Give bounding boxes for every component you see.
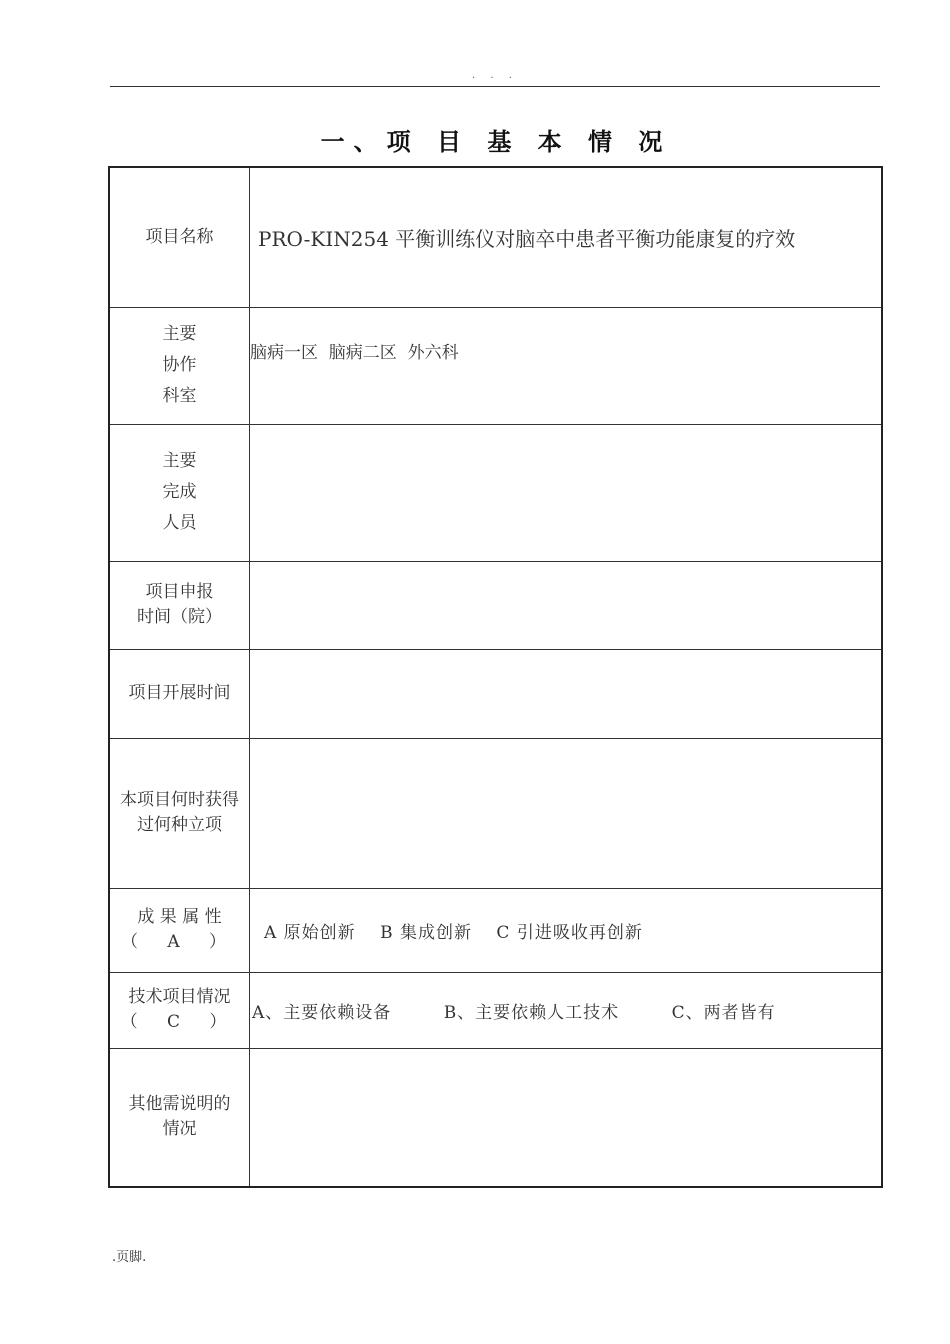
attribute-option-c: C 引进吸收再创新 [496,922,643,943]
project-info-table [108,166,883,1188]
label-line: 过何种立项 [137,815,222,835]
value-tech [250,972,883,1048]
attribute-option-a: A 原始创新 [264,922,356,943]
tech-option-c: C、两者皆有 [671,1002,776,1023]
row-other [109,1048,882,1187]
value-personnel[interactable] [250,424,883,561]
departments-text: 脑病一区 脑病二区 外六科 [250,342,459,363]
row-personnel [109,424,882,561]
value-project-name: PRO-KIN254 平衡训练仪对脑卒中患者平衡功能康复的疗效 [250,167,883,307]
row-attribute [109,888,882,972]
row-start-time [109,649,882,738]
tech-option-a: A、主要依赖设备 [252,1002,392,1023]
row-apply-time [109,561,882,649]
page-title: 一、项 目 基 本 情 况 [320,127,672,156]
label-other [109,1048,250,1187]
value-apply-time[interactable] [250,561,883,649]
row-tech [109,972,882,1048]
label-personnel [109,424,250,561]
label-apply-time [109,561,250,649]
label-line: 成 果 属 性 [137,907,222,927]
tech-option-b: B、主要依赖人工技术 [443,1002,620,1023]
label-attribute [109,888,250,972]
label-start-time: 项目开展时间 [109,649,250,738]
tech-options [252,998,881,1023]
value-approval[interactable] [250,738,883,888]
label-project-name: 项目名称 [109,167,250,307]
value-other[interactable] [250,1048,883,1187]
label-line: 主要 [162,451,197,471]
value-departments [250,307,883,424]
row-approval [109,738,882,888]
tech-selected: （ C ） [120,1012,239,1032]
label-line: 本项目何时获得 [120,790,239,810]
header-rule [110,86,880,87]
label-line: 情况 [162,1119,197,1140]
label-line: 技术项目情况 [128,987,231,1007]
label-line: 项目申报 [145,582,214,602]
label-approval [109,738,250,888]
label-departments [109,307,250,424]
label-line: 科室 [162,386,197,406]
attribute-option-b: B 集成创新 [380,922,472,943]
row-project-name [109,167,882,307]
label-line: 人员 [162,513,197,533]
label-tech [109,972,250,1048]
value-start-time[interactable] [250,649,883,738]
label-line: 主要 [162,324,197,344]
header-mark: . . . [472,70,518,81]
row-departments [109,307,882,424]
value-attribute [250,888,883,972]
label-line: 完成 [162,482,197,502]
attribute-options [250,918,881,943]
page-footer: .页脚. [112,1250,147,1265]
label-line: 时间（院） [137,607,222,627]
attribute-selected: （ A ） [120,932,239,952]
label-line: 协作 [162,355,197,375]
label-line: 其他需说明的 [128,1094,231,1115]
